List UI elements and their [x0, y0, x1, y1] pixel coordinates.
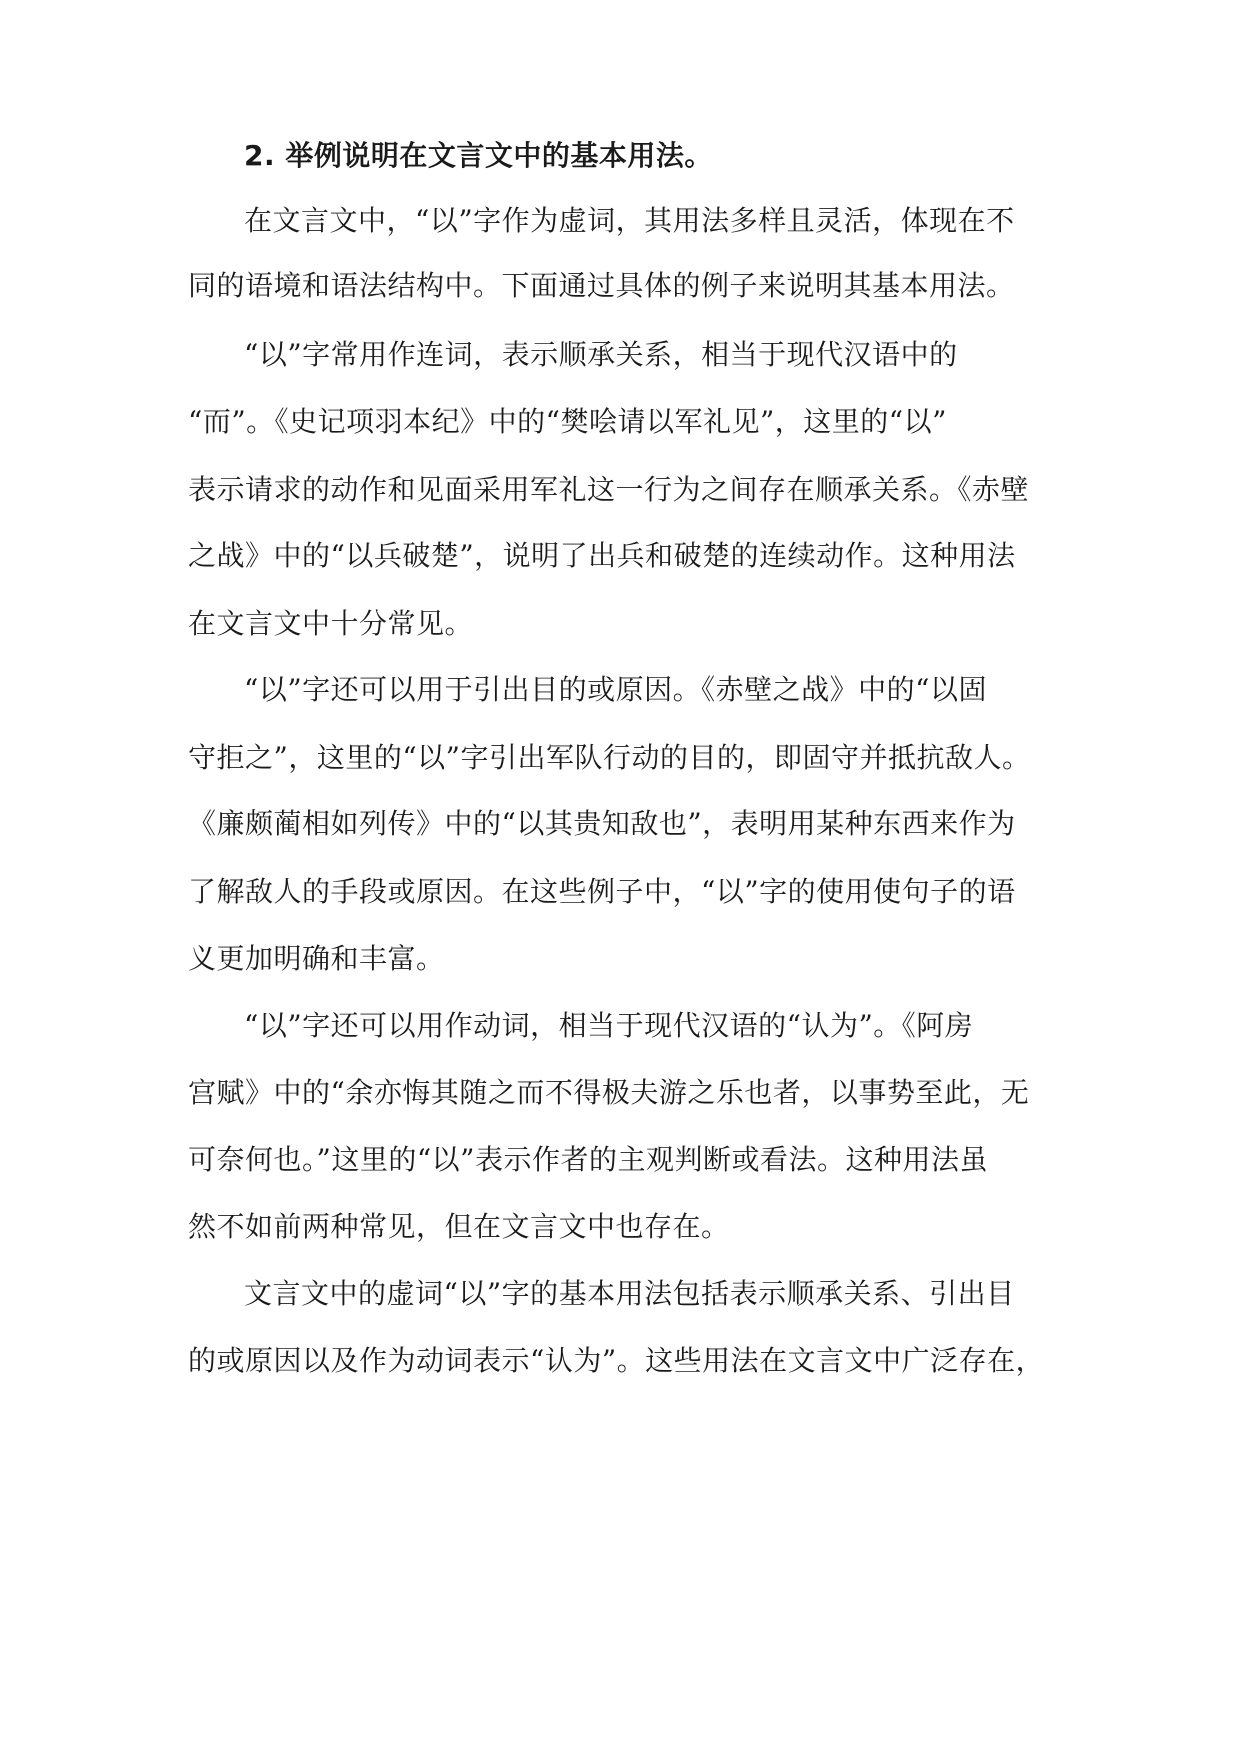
- paragraph-line: 的或原因以及作为动词表示“认为”。这些用法在文言文中广泛存在，: [188, 1344, 1045, 1377]
- paragraph-line: 了解敌人的手段或原因。在这些例子中，“以”字的使用使句子的语: [188, 875, 1016, 908]
- paragraph-line: “以”字常用作连词，表示顺承关系，相当于现代汉语中的: [244, 338, 958, 371]
- paragraph-line: 文言文中的虚词“以”字的基本用法包括表示顺承关系、引出目: [244, 1277, 1015, 1310]
- paragraph-line: 宫赋》中的“余亦悔其随之而不得极夫游之乐也者，以事势至此，无: [188, 1076, 1030, 1109]
- paragraph-line: 同的语境和语法结构中。下面通过具体的例子来说明其基本用法。: [188, 269, 1015, 302]
- paragraph-line: 《廉颇蔺相如列传》中的“以其贵知敌也”，表明用某种东西来作为: [188, 807, 1016, 840]
- section-heading: 2. 举例说明在文言文中的基本用法。: [244, 139, 713, 172]
- paragraph-line: 义更加明确和丰富。: [188, 942, 445, 975]
- paragraph-line: “以”字还可以用于引出目的或原因。《赤壁之战》中的“以固: [244, 673, 987, 706]
- paragraph-line: 然不如前两种常见，但在文言文中也存在。: [188, 1210, 730, 1243]
- paragraph-line: 可奈何也。”这里的“以”表示作者的主观判断或看法。这种用法虽: [188, 1143, 988, 1176]
- paragraph-line: 之战》中的“以兵破楚”，说明了出兵和破楚的连续动作。这种用法: [188, 539, 1016, 572]
- paragraph-line: “而”。《史记项羽本纪》中的“樊哙请以军礼见”，这里的“以”: [188, 405, 947, 438]
- paragraph-line: 在文言文中十分常见。: [188, 607, 474, 640]
- paragraph-line: 守拒之”，这里的“以”字引出军队行动的目的，即固守并抵抗敌人。: [188, 741, 1031, 774]
- paragraph-line: “以”字还可以用作动词，相当于现代汉语的“认为”。《阿房: [244, 1009, 974, 1042]
- paragraph-line: 在文言文中，“以”字作为虚词，其用法多样且灵活，体现在不: [244, 204, 1015, 237]
- paragraph-line: 表示请求的动作和见面采用军礼这一行为之间存在顺承关系。《赤壁: [188, 473, 1030, 506]
